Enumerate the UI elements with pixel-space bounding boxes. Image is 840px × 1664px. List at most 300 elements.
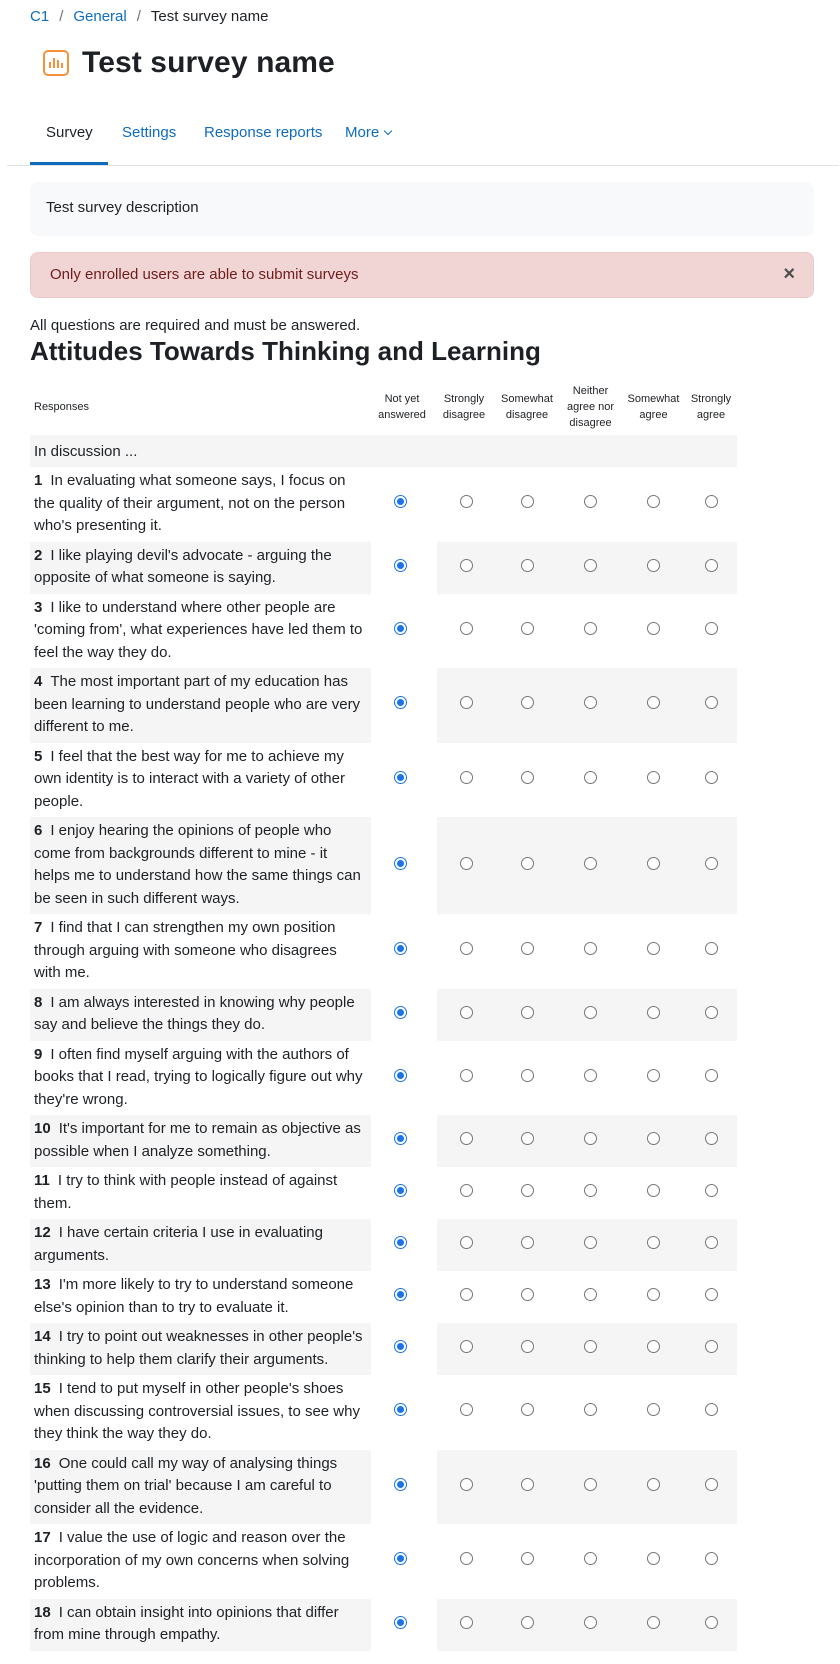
radio-not-yet-answered[interactable] xyxy=(394,1478,407,1491)
radio-option[interactable] xyxy=(705,696,718,709)
radio-option[interactable] xyxy=(521,622,534,635)
radio-option[interactable] xyxy=(460,1069,473,1082)
survey-description-text: Test survey description xyxy=(46,199,199,216)
radio-option[interactable] xyxy=(647,696,660,709)
radio-option[interactable] xyxy=(705,559,718,572)
radio-option[interactable] xyxy=(647,495,660,508)
option-cell xyxy=(559,1524,622,1599)
column-header: Somewhat agree xyxy=(627,393,680,421)
radio-not-yet-answered[interactable] xyxy=(394,857,407,870)
option-cell xyxy=(433,1219,495,1271)
column-header: Neither agree nor disagree xyxy=(566,385,615,429)
question-number: 7 xyxy=(34,919,43,936)
radio-not-yet-answered[interactable] xyxy=(394,1236,407,1249)
secondary-navigation xyxy=(7,118,839,166)
option-cell xyxy=(559,542,622,594)
question-text: I try to think with people instead of against them. xyxy=(34,1172,338,1212)
breadcrumb-section-link[interactable]: General xyxy=(73,8,127,25)
radio-option[interactable] xyxy=(460,559,473,572)
breadcrumb-course-link[interactable]: C1 xyxy=(30,8,50,25)
option-cell xyxy=(559,594,622,669)
radio-option[interactable] xyxy=(460,1403,473,1416)
question-group-row xyxy=(30,435,737,467)
radio-option[interactable] xyxy=(647,857,660,870)
radio-not-yet-answered[interactable] xyxy=(394,1288,407,1301)
question-row xyxy=(30,1375,737,1450)
option-cell xyxy=(685,743,737,818)
option-cell xyxy=(559,1271,622,1323)
question-number: 8 xyxy=(34,993,43,1011)
question-text-cell xyxy=(30,1219,371,1271)
radio-option[interactable] xyxy=(584,1403,597,1416)
radio-not-yet-answered[interactable] xyxy=(394,1552,407,1565)
option-cell xyxy=(559,1599,622,1651)
radio-not-yet-answered[interactable] xyxy=(394,1616,407,1629)
question-text-cell xyxy=(30,668,371,743)
enrolment-alert xyxy=(30,252,814,298)
radio-option[interactable] xyxy=(705,1340,718,1353)
radio-option[interactable] xyxy=(521,495,534,508)
radio-option[interactable] xyxy=(460,1006,473,1019)
option-cell xyxy=(433,668,495,743)
question-text-cell xyxy=(30,1599,371,1651)
option-cell xyxy=(559,1167,622,1219)
radio-option[interactable] xyxy=(521,1403,534,1416)
radio-option[interactable] xyxy=(584,1616,597,1629)
radio-option[interactable] xyxy=(647,771,660,784)
option-cell xyxy=(371,817,433,914)
radio-option[interactable] xyxy=(584,857,597,870)
radio-option[interactable] xyxy=(584,1132,597,1145)
radio-option[interactable] xyxy=(521,771,534,784)
radio-option[interactable] xyxy=(584,1236,597,1249)
radio-option[interactable] xyxy=(705,1132,718,1145)
option-cell xyxy=(685,1219,737,1271)
question-text: One could call my way of analysing things 'putting them on trial' because I am careful to consider all the evidence. xyxy=(34,1454,338,1517)
question-row xyxy=(30,1041,737,1116)
tab-survey[interactable] xyxy=(30,124,109,164)
radio-option[interactable] xyxy=(521,1552,534,1565)
option-cell xyxy=(495,1041,559,1116)
question-row xyxy=(30,1115,737,1167)
question-group-label: In discussion ... xyxy=(30,435,737,467)
question-row xyxy=(30,989,737,1041)
radio-option[interactable] xyxy=(647,1552,660,1565)
question-row xyxy=(30,1323,737,1375)
radio-option[interactable] xyxy=(705,1616,718,1629)
radio-option[interactable] xyxy=(584,1552,597,1565)
option-cell xyxy=(622,1115,685,1167)
question-text: In evaluating what someone says, I focus on the quality of their argument, not on the person who's presenting it. xyxy=(34,472,346,534)
option-cell xyxy=(622,668,685,743)
radio-option[interactable] xyxy=(460,1132,473,1145)
option-cell xyxy=(495,817,559,914)
active-tab-indicator xyxy=(30,162,108,165)
radio-option[interactable] xyxy=(647,1236,660,1249)
radio-option[interactable] xyxy=(460,1616,473,1629)
question-number: 5 xyxy=(34,747,43,765)
option-cell xyxy=(622,817,685,914)
option-cell xyxy=(495,1271,559,1323)
page-title: Test survey name xyxy=(82,46,335,79)
question-text: I try to point out weaknesses in other people's thinking to help them clarify their arguments. xyxy=(34,1328,363,1368)
radio-option[interactable] xyxy=(460,942,473,955)
column-header: Strongly agree xyxy=(690,393,732,421)
question-text: I often find myself arguing with the authors of books that I read, trying to logically figure out why they're wrong. xyxy=(34,1045,363,1108)
option-cell xyxy=(559,1219,622,1271)
option-cell xyxy=(685,1375,737,1450)
option-cell xyxy=(622,1271,685,1323)
option-cell xyxy=(433,542,495,594)
option-cell xyxy=(371,668,433,743)
option-cell xyxy=(685,1115,737,1167)
question-number: 2 xyxy=(34,546,43,564)
radio-option[interactable] xyxy=(705,1288,718,1301)
option-cell xyxy=(685,914,737,989)
radio-not-yet-answered[interactable] xyxy=(394,1340,407,1353)
question-text: I like playing devil's advocate - arguing the opposite of what someone is saying. xyxy=(34,546,332,586)
option-cell xyxy=(371,1167,433,1219)
option-cell xyxy=(433,1599,495,1651)
radio-option[interactable] xyxy=(521,1069,534,1082)
radio-option[interactable] xyxy=(584,495,597,508)
radio-option[interactable] xyxy=(647,1340,660,1353)
question-text-cell xyxy=(30,1450,371,1525)
option-cell xyxy=(622,594,685,669)
radio-not-yet-answered[interactable] xyxy=(394,1184,407,1197)
question-row xyxy=(30,467,737,542)
column-header: Strongly disagree xyxy=(442,393,486,421)
option-cell xyxy=(371,594,433,669)
radio-option[interactable] xyxy=(521,942,534,955)
question-number: 9 xyxy=(34,1045,43,1063)
table-header-row xyxy=(30,379,737,435)
option-cell xyxy=(371,743,433,818)
radio-option[interactable] xyxy=(584,1184,597,1197)
radio-not-yet-answered[interactable] xyxy=(394,1403,407,1416)
tab-settings[interactable] xyxy=(106,124,192,164)
radio-option[interactable] xyxy=(521,1184,534,1197)
option-cell xyxy=(371,1524,433,1599)
radio-not-yet-answered[interactable] xyxy=(394,942,407,955)
radio-option[interactable] xyxy=(705,1236,718,1249)
radio-option[interactable] xyxy=(647,1132,660,1145)
radio-option[interactable] xyxy=(705,1403,718,1416)
radio-option[interactable] xyxy=(521,1236,534,1249)
radio-not-yet-answered[interactable] xyxy=(394,1132,407,1145)
option-cell xyxy=(685,594,737,669)
question-text: I have certain criteria I use in evaluating arguments. xyxy=(34,1224,323,1264)
radio-option[interactable] xyxy=(705,771,718,784)
option-cell xyxy=(685,1524,737,1599)
question-text-cell xyxy=(30,914,371,989)
radio-option[interactable] xyxy=(521,857,534,870)
question-number: 6 xyxy=(34,822,43,839)
option-cell xyxy=(495,594,559,669)
question-text-cell xyxy=(30,1271,371,1323)
tab-survey-label: Survey xyxy=(46,124,93,141)
radio-not-yet-answered[interactable] xyxy=(394,559,407,572)
question-number: 4 xyxy=(34,673,43,690)
option-cell xyxy=(622,1323,685,1375)
option-cell xyxy=(433,594,495,669)
question-number: 15 xyxy=(34,1380,51,1397)
option-cell xyxy=(433,1271,495,1323)
question-row xyxy=(30,1599,737,1651)
option-cell xyxy=(622,914,685,989)
option-cell xyxy=(495,1524,559,1599)
radio-option[interactable] xyxy=(460,1184,473,1197)
option-cell xyxy=(559,1115,622,1167)
option-cell xyxy=(685,1450,737,1525)
question-row xyxy=(30,1219,737,1271)
radio-option[interactable] xyxy=(647,1478,660,1491)
radio-option[interactable] xyxy=(584,622,597,635)
radio-option[interactable] xyxy=(584,942,597,955)
radio-option[interactable] xyxy=(584,1006,597,1019)
option-cell xyxy=(433,1115,495,1167)
radio-option[interactable] xyxy=(460,857,473,870)
radio-option[interactable] xyxy=(584,1288,597,1301)
radio-not-yet-answered[interactable] xyxy=(394,622,407,635)
option-cell xyxy=(622,1167,685,1219)
radio-option[interactable] xyxy=(584,1478,597,1491)
tab-response-reports[interactable] xyxy=(188,124,338,164)
option-cell xyxy=(559,668,622,743)
option-cell xyxy=(685,467,737,542)
option-cell xyxy=(495,542,559,594)
option-cell xyxy=(622,1375,685,1450)
option-cell xyxy=(622,542,685,594)
question-text: I enjoy hearing the opinions of people who come from backgrounds different to mine - it helps me to understand how the same things can be seen in such different ways. xyxy=(34,822,361,907)
question-number: 12 xyxy=(34,1224,51,1241)
option-cell xyxy=(622,467,685,542)
radio-option[interactable] xyxy=(584,1340,597,1353)
radio-not-yet-answered[interactable] xyxy=(394,696,407,709)
radio-not-yet-answered[interactable] xyxy=(394,1069,407,1082)
radio-option[interactable] xyxy=(705,1184,718,1197)
question-text: I like to understand where other people are 'coming from', what experiences have led them to feel the way they do. xyxy=(34,598,363,661)
radio-not-yet-answered[interactable] xyxy=(394,1006,407,1019)
close-icon[interactable]: × xyxy=(783,263,795,285)
breadcrumb xyxy=(30,8,268,25)
radio-option[interactable] xyxy=(460,1288,473,1301)
question-number: 17 xyxy=(34,1529,51,1546)
question-text-cell xyxy=(30,1167,371,1219)
option-cell xyxy=(622,1599,685,1651)
question-text: I find that I can strengthen my own position through arguing with someone who disagrees with me. xyxy=(34,919,337,981)
option-cell xyxy=(433,1524,495,1599)
option-cell xyxy=(622,1219,685,1271)
breadcrumb-separator: / xyxy=(136,8,141,25)
radio-option[interactable] xyxy=(460,1340,473,1353)
radio-option[interactable] xyxy=(647,1403,660,1416)
option-cell xyxy=(495,1167,559,1219)
radio-option[interactable] xyxy=(705,495,718,508)
question-text: It's important for me to remain as objective as possible when I analyze something. xyxy=(34,1120,361,1160)
radio-not-yet-answered[interactable] xyxy=(394,771,407,784)
question-number: 14 xyxy=(34,1328,51,1345)
question-text-cell xyxy=(30,1323,371,1375)
question-row xyxy=(30,542,737,594)
question-row xyxy=(30,743,737,818)
breadcrumb-current: Test survey name xyxy=(150,8,269,25)
question-text-cell xyxy=(30,1041,371,1116)
radio-not-yet-answered[interactable] xyxy=(394,495,407,508)
question-text: I tend to put myself in other people's shoes when discussing controversial issues, to see why they think the way they do. xyxy=(34,1380,360,1442)
option-cell xyxy=(371,1375,433,1450)
radio-option[interactable] xyxy=(584,696,597,709)
question-text-cell xyxy=(30,594,371,669)
option-cell xyxy=(371,1450,433,1525)
radio-option[interactable] xyxy=(460,771,473,784)
option-cell xyxy=(433,743,495,818)
option-cell xyxy=(685,542,737,594)
option-cell xyxy=(371,1219,433,1271)
column-header: Somewhat disagree xyxy=(501,393,553,421)
option-cell xyxy=(433,1323,495,1375)
breadcrumb-separator: / xyxy=(59,8,64,25)
radio-option[interactable] xyxy=(521,1340,534,1353)
radio-option[interactable] xyxy=(705,1069,718,1082)
radio-option[interactable] xyxy=(647,942,660,955)
question-number: 3 xyxy=(34,598,43,616)
alert-message: Only enrolled users are able to submit surveys xyxy=(50,266,359,283)
section-title: Attitudes Towards Thinking and Learning xyxy=(30,336,541,366)
radio-option[interactable] xyxy=(647,1184,660,1197)
option-cell xyxy=(371,1323,433,1375)
option-cell xyxy=(433,817,495,914)
radio-option[interactable] xyxy=(521,1478,534,1491)
option-cell xyxy=(685,1323,737,1375)
radio-option[interactable] xyxy=(460,1478,473,1491)
option-cell xyxy=(559,467,622,542)
option-cell xyxy=(433,467,495,542)
option-cell xyxy=(433,989,495,1041)
option-cell xyxy=(685,1599,737,1651)
question-text-cell xyxy=(30,817,371,914)
question-text-cell xyxy=(30,542,371,594)
question-number: 11 xyxy=(34,1172,50,1189)
question-number: 1 xyxy=(34,472,43,489)
radio-option[interactable] xyxy=(705,942,718,955)
tab-response-reports-label: Response reports xyxy=(204,124,323,141)
question-number: 18 xyxy=(34,1603,51,1621)
radio-option[interactable] xyxy=(705,622,718,635)
radio-option[interactable] xyxy=(647,1006,660,1019)
radio-option[interactable] xyxy=(705,857,718,870)
option-cell xyxy=(559,743,622,818)
option-cell xyxy=(495,1323,559,1375)
question-text: I'm more likely to try to understand someone else's opinion than to try to evaluate it. xyxy=(34,1276,354,1316)
option-cell xyxy=(495,1450,559,1525)
question-row xyxy=(30,914,737,989)
question-text-cell xyxy=(30,1524,371,1599)
radio-option[interactable] xyxy=(521,1132,534,1145)
radio-option[interactable] xyxy=(647,1069,660,1082)
column-header: Not yet answered xyxy=(378,393,426,421)
question-text-cell xyxy=(30,467,371,542)
radio-option[interactable] xyxy=(584,1069,597,1082)
question-text: I value the use of logic and reason over the incorporation of my own concerns when solving problems. xyxy=(34,1529,350,1591)
option-cell xyxy=(495,668,559,743)
radio-option[interactable] xyxy=(460,696,473,709)
question-number: 13 xyxy=(34,1276,51,1293)
option-cell xyxy=(495,467,559,542)
option-cell xyxy=(559,817,622,914)
survey-questions-table xyxy=(30,379,737,1651)
radio-option[interactable] xyxy=(460,1552,473,1565)
option-cell xyxy=(685,989,737,1041)
option-cell xyxy=(495,1115,559,1167)
question-row xyxy=(30,817,737,914)
radio-option[interactable] xyxy=(705,1006,718,1019)
radio-option[interactable] xyxy=(705,1552,718,1565)
question-text: The most important part of my education has been learning to understand people who are very different to me. xyxy=(34,673,361,735)
question-row xyxy=(30,1524,737,1599)
option-cell xyxy=(433,1167,495,1219)
option-cell xyxy=(559,1041,622,1116)
option-cell xyxy=(685,1167,737,1219)
radio-option[interactable] xyxy=(460,495,473,508)
question-number: 10 xyxy=(34,1120,51,1137)
question-text-cell xyxy=(30,989,371,1041)
option-cell xyxy=(622,1450,685,1525)
radio-option[interactable] xyxy=(647,559,660,572)
radio-option[interactable] xyxy=(647,1288,660,1301)
option-cell xyxy=(495,743,559,818)
question-row xyxy=(30,594,737,669)
radio-option[interactable] xyxy=(460,1236,473,1249)
option-cell xyxy=(559,1375,622,1450)
radio-option[interactable] xyxy=(647,622,660,635)
option-cell xyxy=(622,1041,685,1116)
option-cell xyxy=(495,1219,559,1271)
radio-option[interactable] xyxy=(460,622,473,635)
radio-option[interactable] xyxy=(584,771,597,784)
option-cell xyxy=(371,1599,433,1651)
question-row xyxy=(30,668,737,743)
option-cell xyxy=(622,743,685,818)
option-cell xyxy=(371,467,433,542)
radio-option[interactable] xyxy=(521,1006,534,1019)
radio-option[interactable] xyxy=(584,559,597,572)
page-header xyxy=(42,46,335,80)
radio-option[interactable] xyxy=(521,1616,534,1629)
option-cell xyxy=(371,914,433,989)
tab-more-label: More xyxy=(345,124,380,141)
question-row xyxy=(30,1271,737,1323)
radio-option[interactable] xyxy=(647,1616,660,1629)
radio-option[interactable] xyxy=(521,559,534,572)
question-text-cell xyxy=(30,1115,371,1167)
chevron-down-icon xyxy=(384,127,392,135)
option-cell xyxy=(433,1375,495,1450)
option-cell xyxy=(559,1450,622,1525)
radio-option[interactable] xyxy=(521,1288,534,1301)
question-text: I feel that the best way for me to achieve my own identity is to interact with a variety of other people. xyxy=(34,747,345,810)
tab-settings-label: Settings xyxy=(122,124,177,141)
option-cell xyxy=(371,1271,433,1323)
option-cell xyxy=(559,1323,622,1375)
option-cell xyxy=(433,1450,495,1525)
question-text: I am always interested in knowing why people say and believe the things they do. xyxy=(34,993,355,1033)
radio-option[interactable] xyxy=(521,696,534,709)
option-cell xyxy=(433,1041,495,1116)
radio-option[interactable] xyxy=(705,1478,718,1491)
tab-more[interactable] xyxy=(329,124,407,164)
option-cell xyxy=(559,989,622,1041)
